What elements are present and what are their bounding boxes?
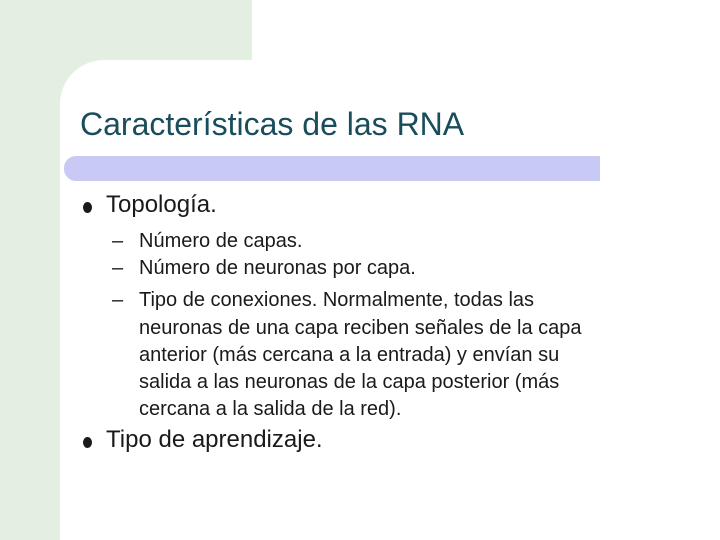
bullet-icon [83, 437, 92, 448]
background-accent-left [0, 0, 60, 540]
dash-icon: – [112, 230, 124, 252]
subitem-tipo-conexiones-line4: salida a las neuronas de la capa posterior (más [139, 371, 560, 393]
subitem-tipo-conexiones-line2: neuronas de una capa reciben señales de la capa [139, 317, 582, 339]
bullet-tipo-aprendizaje: Tipo de aprendizaje. [106, 426, 323, 453]
dash-icon: – [112, 289, 124, 311]
title-underline-bar [64, 156, 600, 181]
subitem-tipo-conexiones-line3: anterior (más cercana a la entrada) y envían su [139, 344, 560, 366]
subitem-numero-capas: Número de capas. [139, 230, 303, 252]
subitem-tipo-conexiones-line1: Tipo de conexiones. Normalmente, todas las [139, 289, 535, 311]
subitem-numero-neuronas: Número de neuronas por capa. [139, 257, 416, 279]
bullet-topologia: Topología. [106, 191, 217, 218]
bullet-icon [83, 202, 92, 213]
slide-title: Características de las RNA [80, 106, 465, 142]
dash-icon: – [112, 257, 124, 279]
subitem-tipo-conexiones-line5: cercana a la salida de la red). [139, 398, 402, 420]
